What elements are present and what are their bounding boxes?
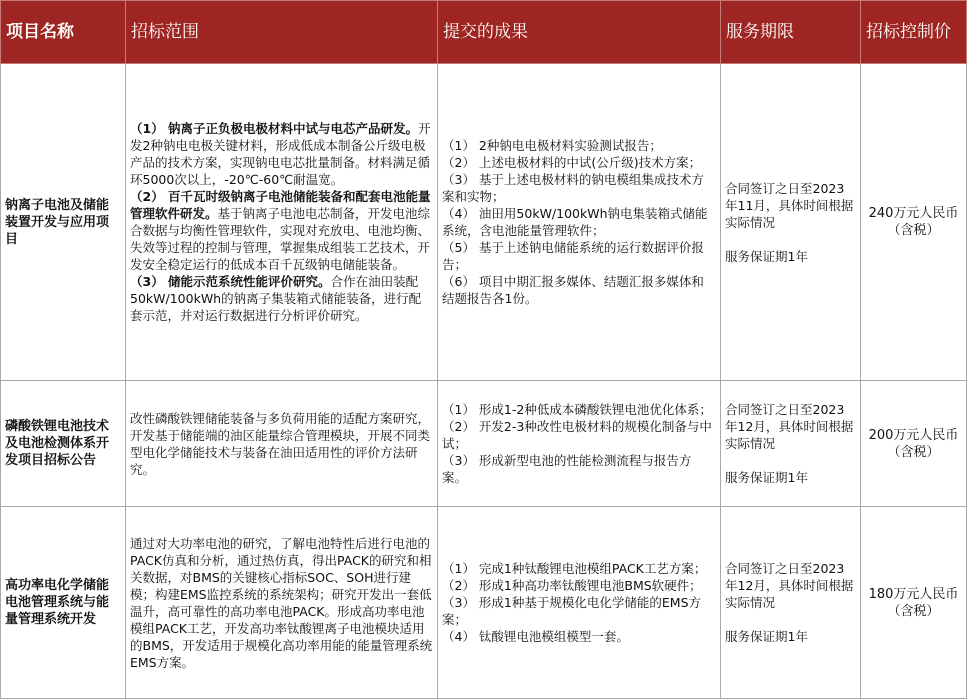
header-project-name: 项目名称 <box>1 1 126 64</box>
header-scope: 招标范围 <box>126 1 438 64</box>
warranty-period: 服务保证期1年 <box>725 629 808 644</box>
control-price <box>861 64 967 381</box>
scope-paragraph <box>130 120 433 188</box>
deliverables <box>438 507 721 699</box>
deliverable-item: （4） 钛酸锂电池模组模型一套。 <box>442 629 629 644</box>
deliverable-item: （2） 形成1种高功率钛酸锂电池BMS软硬件； <box>442 578 702 593</box>
project-name: 磷酸铁锂电池技术及电池检测体系开发项目招标公告 <box>1 381 126 507</box>
header-results: 提交的成果 <box>438 1 721 64</box>
deliverable-item: （3） 形成1种基于规模化电化学储能的EMS方案； <box>442 595 701 627</box>
scope-text: 开发2种钠电电极关键材料，形成低成本制备公斤级电极产品的技术方案，实现钠电电芯批量制备。材料满足循环5000次以上，-20℃-60℃耐温宽。 <box>130 121 431 187</box>
scope-heading: （3） 储能示范系统性能评价研究。 <box>130 274 331 289</box>
deliverables <box>438 381 721 507</box>
table-row <box>1 381 967 507</box>
warranty-period: 服务保证期1年 <box>725 470 808 485</box>
header-row <box>1 1 967 64</box>
price-amount: 200万元人民币 <box>868 427 959 443</box>
service-period <box>721 381 861 507</box>
price-tax-note: （含税） <box>887 603 940 619</box>
service-period <box>721 507 861 699</box>
deliverables <box>438 64 721 381</box>
service-term: 合同签订之日至2023年12月，具体时间根据实际情况 <box>725 402 854 451</box>
project-name: 高功率电化学储能电池管理系统与能量管理系统开发 <box>1 507 126 699</box>
scope-heading: （2） 百千瓦时级钠离子电池储能装备和配套电池能量管理软件研发。 <box>130 189 431 221</box>
table-row <box>1 64 967 381</box>
deliverable-item: （3） 形成新型电池的性能检测流程与报告方案。 <box>442 453 692 485</box>
price-tax-note: （含税） <box>887 444 940 460</box>
service-period <box>721 64 861 381</box>
tender-scope <box>126 64 438 381</box>
project-name: 钠离子电池及储能装置开发与应用项目 <box>1 64 126 381</box>
deliverable-item: （2） 上述电极材料的中试(公斤级)技术方案； <box>442 155 702 170</box>
tender-scope: 通过对大功率电池的研究，了解电池特性后进行电池的PACK仿真和分析，通过热仿真，得出PACK的研究和相关数据，对BMS的关键核心指标SOC、SOH进行建模；构建EMS监控系统的系统架构；研究开发出一套低温升，高可靠性的高功率电池PACK。形成高功率电池模组PACK工艺，开发高功率钛酸锂离子电池模块适用的BMS，开发适用于规模化高功率用能的能量管理系统EMS方案。 <box>126 507 438 699</box>
deliverable-item: （6） 项目中期汇报多媒体、结题汇报多媒体和结题报告各1份。 <box>442 274 704 306</box>
price-tax-note: （含税） <box>887 223 940 238</box>
deliverable-item: （3） 基于上述电极材料的钠电模组集成技术方案和实物； <box>442 172 704 204</box>
service-term: 合同签订之日至2023年12月，具体时间根据实际情况 <box>725 561 854 610</box>
scope-text: 基于钠离子电池电芯制备，开发电池综合数据与均衡性管理软件，实现对充放电、电池均衡、失效等过程的控制与管理，掌握集成组装工艺技术，开发安全稳定运行的低成本百千瓦级钠电储能装备。 <box>130 206 431 272</box>
deliverable-item: （5） 基于上述钠电储能系统的运行数据评价报告； <box>442 240 704 272</box>
deliverable-item: （1） 形成1-2种低成本磷酸铁锂电池优化体系； <box>442 402 712 417</box>
deliverable-item: （4） 油田用50kW/100kWh钠电集装箱式储能系统，含电池能量管理软件； <box>442 206 708 238</box>
deliverable-item: （1） 完成1种钛酸锂电池模组PACK工艺方案； <box>442 561 707 576</box>
header-service-period: 服务期限 <box>721 1 861 64</box>
table-row <box>1 507 967 699</box>
control-price <box>861 507 967 699</box>
control-price <box>861 381 967 507</box>
deliverable-item: （2） 开发2-3种改性电极材料的规模化制备与中试； <box>442 419 712 451</box>
price-amount: 180万元人民币 <box>868 586 959 602</box>
header-control-price: 招标控制价 <box>861 1 967 64</box>
price-amount: 240万元人民币 <box>868 206 959 221</box>
service-term: 合同签订之日至2023年11月，具体时间根据实际情况 <box>725 180 854 230</box>
scope-text: 合作在油田装配50kW/100kWh的钠离子集装箱式储能装备，进行配套示范，并对运行数据进行分析评价研究。 <box>130 274 422 323</box>
warranty-period: 服务保证期1年 <box>725 248 808 264</box>
scope-heading: （1） 钠离子正负极电极材料中试与电芯产品研发。 <box>130 121 419 136</box>
deliverable-item: （1） 2种钠电电极材料实验测试报告； <box>442 138 662 153</box>
scope-paragraph <box>130 273 433 324</box>
tender-scope: 改性磷酸铁锂储能装备与多负荷用能的适配方案研究，开发基于储能端的油区能量综合管理模块，开展不同类型电化学储能技术与装备在油田适用性的评价方法研究。 <box>126 381 438 507</box>
scope-paragraph <box>130 188 433 273</box>
